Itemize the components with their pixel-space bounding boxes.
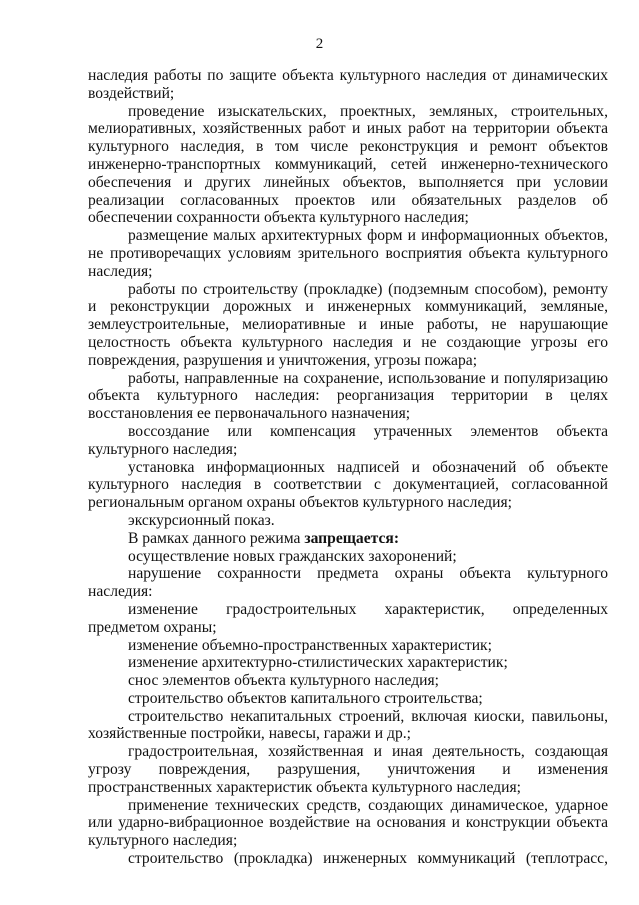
prohibition-intro: В рамках данного режима <box>128 529 305 547</box>
prohibited-item: применение технических средств, создающих динамическое, ударное или ударно-вибрационное воздействие на основания и конструкции объекта культурного наследия; <box>88 796 608 850</box>
paragraph: экскурсионный показ. <box>128 511 275 529</box>
paragraph: наследия работы по защите объекта культурного наследия от динамических воздействий; <box>88 67 608 102</box>
prohibited-item: градостроительная, хозяйственная и иная деятельность, создающая угрозу повреждения, разрушения, уничтожения и изменения пространственных характеристик объекта культурного наследия; <box>88 743 608 796</box>
prohibited-item: строительство объектов капитального строительства; <box>128 689 483 707</box>
prohibited-item: изменение объемно-пространственных характеристик; <box>128 636 492 654</box>
prohibited-item: осуществление новых гражданских захоронений; <box>128 547 457 565</box>
paragraph: проведение изыскательских, проектных, земляных, строительных, мелиоративных, хозяйственных работ и иных работ на территории объекта культурного наследия, в том числе реконструкция и ремонт объектов инженерно-транспортных коммуникаций, сетей инженерно-технического обеспечения и других линейных объектов, выполняется при условии реализации согласованных проектов или обязательных разделов об обеспечении сохранности объекта культурного наследия; <box>88 102 608 227</box>
prohibited-item: строительство (прокладка) инженерных коммуникаций (теплотрасс, <box>128 850 608 868</box>
prohibited-item: снос элементов объекта культурного наследия; <box>128 672 439 690</box>
prohibited-item: нарушение сохранности предмета охраны объекта культурного наследия: <box>88 565 608 601</box>
paragraph: воссоздание или компенсация утраченных элементов объекта культурного наследия; <box>88 422 608 458</box>
paragraph: работы по строительству (прокладке) (подземным способом), ремонту и реконструкции дорожных и инженерных коммуникаций, земляные, землеустроительные, мелиоративные и иные работы, не нарушающие целостность объекта культурного наследия и не создающие угрозы его повреждения, разрушения и уничтожения, угрозы пожара; <box>88 280 608 369</box>
prohibited-item: изменение архитектурно-стилистических характеристик; <box>128 654 508 672</box>
document-body <box>88 67 608 868</box>
prohibition-keyword: запрещается: <box>304 529 400 547</box>
paragraph: установка информационных надписей и обозначений об объекте культурного наследия в соответствии с документацией, согласованной региональным органом охраны объектов культурного наследия; <box>88 458 608 512</box>
paragraph: размещение малых архитектурных форм и информационных объектов, не противоречащих условиям зрительного восприятия объекта культурного наследия; <box>88 227 608 280</box>
prohibition-heading <box>88 530 608 548</box>
prohibited-item: строительство некапитальных строений, включая киоски, павильоны, хозяйственные постройки, навесы, гаражи и др.; <box>88 707 608 743</box>
paragraph: работы, направленные на сохранение, использование и популяризацию объекта культурного наследия: реорганизация территории в целях восстановления ее первоначального назначения; <box>88 369 608 423</box>
page-number: 2 <box>315 36 324 52</box>
prohibited-item: изменение градостроительных характеристик, определенных предметом охраны; <box>88 600 608 636</box>
